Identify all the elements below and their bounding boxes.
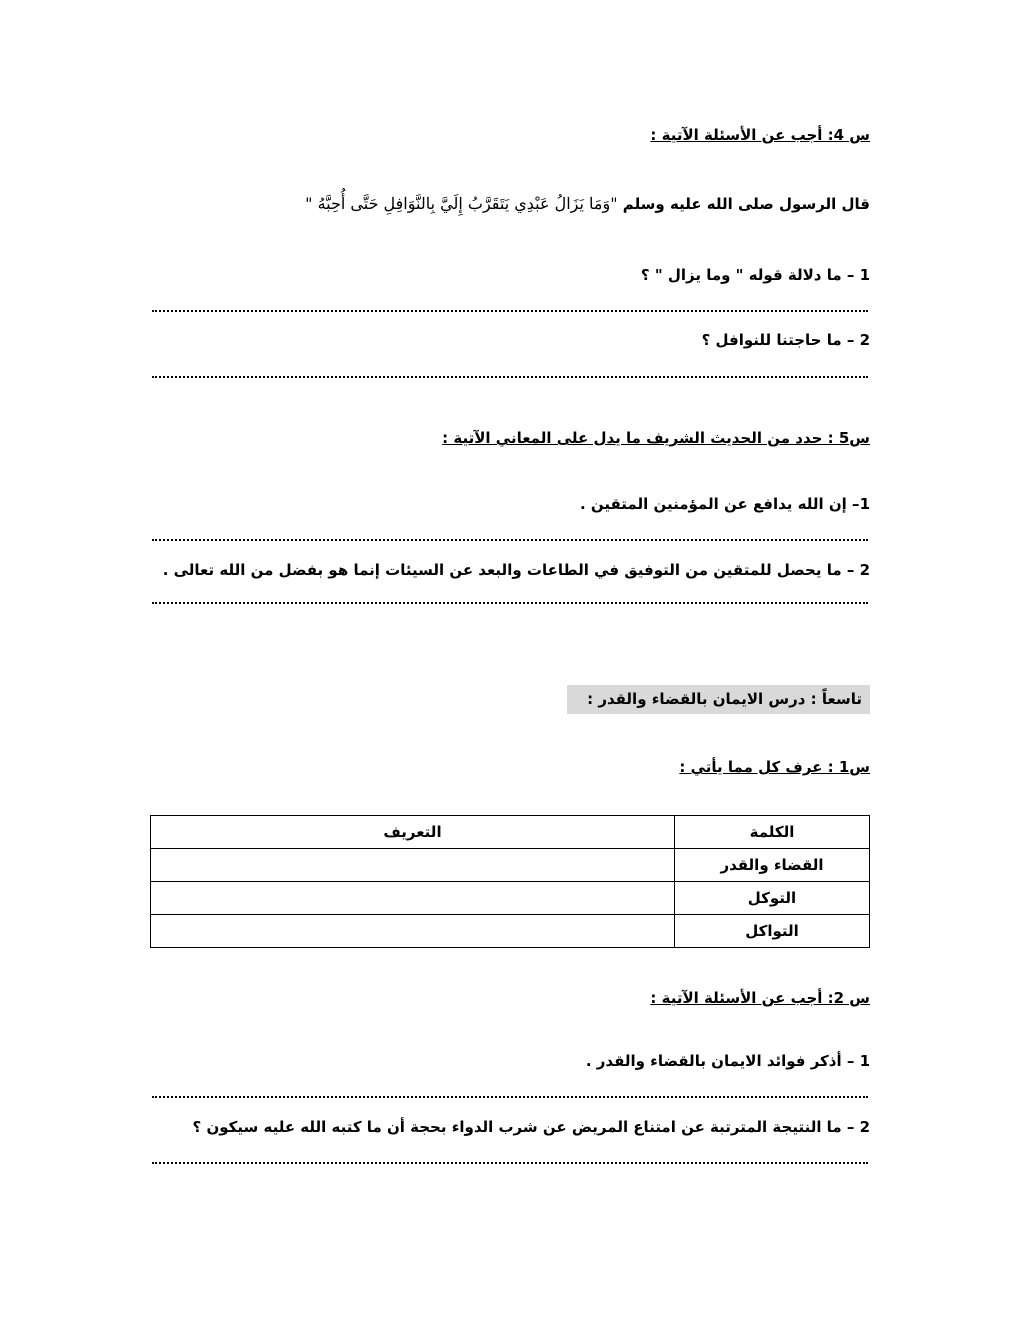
q5-item-2: 2 – ما يحصل للمتقين من التوفيق في الطاعات والبعد عن السيئات إنما هو بفضل من الله تعالى . <box>162 561 870 579</box>
table-cell-definition[interactable] <box>151 915 675 948</box>
table-header-definition: التعريف <box>151 816 675 849</box>
answer-line[interactable] <box>152 596 868 604</box>
section-title: تاسعاً : درس الايمان بالقضاء والقدر : <box>567 685 870 714</box>
s1-heading: س1 : عرف كل مما يأتي : <box>679 758 870 776</box>
answer-line[interactable] <box>152 1090 868 1098</box>
answer-line[interactable] <box>152 1156 868 1164</box>
hadith-intro: قال الرسول صلى الله عليه وسلم <box>617 195 870 213</box>
table-header-row <box>151 816 870 849</box>
s2-item-1: 1 – أذكر فوائد الايمان بالقضاء والقدر . <box>585 1052 870 1070</box>
table-cell-word: التوكل <box>675 882 870 915</box>
table-cell-definition[interactable] <box>151 882 675 915</box>
table-cell-definition[interactable] <box>151 849 675 882</box>
table-row <box>151 849 870 882</box>
q4-heading: س 4: أجب عن الأسئلة الآتية : <box>650 126 870 144</box>
table-row <box>151 882 870 915</box>
definitions-table <box>150 815 870 948</box>
hadith-line <box>305 194 870 213</box>
q5-heading: س5 : حدد من الحديث الشريف ما يدل على المعاني الآتية : <box>442 429 870 447</box>
table-cell-word: القضاء والقدر <box>675 849 870 882</box>
answer-line[interactable] <box>152 304 868 312</box>
q4-item-1: 1 – ما دلالة قوله " وما يزال " ؟ <box>640 266 870 284</box>
q4-item-2: 2 – ما حاجتنا للنوافل ؟ <box>701 331 870 349</box>
s2-heading: س 2: أجب عن الأسئلة الآتية : <box>650 989 870 1007</box>
table-header-word: الكلمة <box>675 816 870 849</box>
table-row <box>151 915 870 948</box>
hadith-quote: "وَمَا يَزَالُ عَبْدِي يَتَقَرَّبُ إِلَيَّ بِالنَّوَافِلِ حَتَّى أُحِبَّهُ " <box>305 194 618 213</box>
q5-item-1: 1– إن الله يدافع عن المؤمنين المتقين . <box>579 495 870 513</box>
answer-line[interactable] <box>152 370 868 378</box>
s2-item-2: 2 – ما النتيجة المترتبة عن امتناع المريض عن شرب الدواء بحجة أن ما كتبه الله عليه سيكون ؟ <box>192 1118 870 1136</box>
table-cell-word: التواكل <box>675 915 870 948</box>
answer-line[interactable] <box>152 533 868 541</box>
